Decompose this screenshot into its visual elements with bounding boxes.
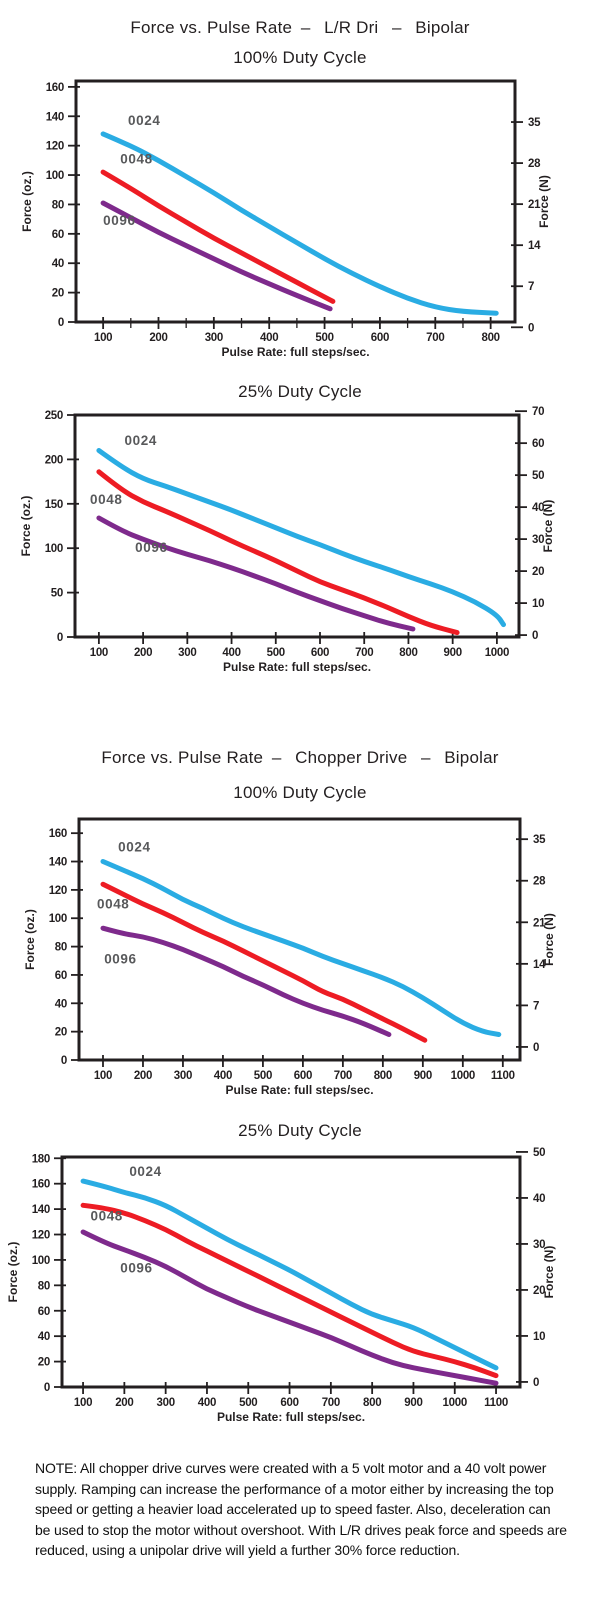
y-left-tick-label: 160 xyxy=(45,81,64,94)
y-left-tick-label: 120 xyxy=(31,1229,50,1242)
x-tick-label: 100 xyxy=(93,1070,113,1082)
y-left-tick-label: 80 xyxy=(54,941,67,954)
y-left-tick-label: 80 xyxy=(51,199,64,212)
curve-label-0048: 0048 xyxy=(96,896,130,912)
x-tick-label: 700 xyxy=(333,1070,353,1082)
y-left-tick-label: 40 xyxy=(51,258,64,271)
curve-0096 xyxy=(83,1232,496,1383)
x-tick-label: 200 xyxy=(115,1397,134,1409)
x-axis-title: Pulse Rate: full steps/sec. xyxy=(221,345,370,359)
y-right-tick-label: 20 xyxy=(533,1284,546,1297)
x-tick-label: 600 xyxy=(370,332,390,344)
y-left-tick-label: 20 xyxy=(37,1356,50,1369)
curve-0096 xyxy=(103,928,389,1034)
y-right-tick-label: 30 xyxy=(533,1238,546,1251)
y-left-tick-label: 140 xyxy=(45,111,64,124)
y-right-tick-label: 30 xyxy=(532,534,545,547)
x-tick-label: 200 xyxy=(133,647,153,659)
x-tick-label: 300 xyxy=(178,647,197,659)
x-tick-label: 800 xyxy=(363,1397,382,1409)
x-axis-title: Pulse Rate: full steps/sec. xyxy=(222,660,372,674)
y-left-tick-label: 200 xyxy=(44,454,63,467)
y-left-tick-label: 40 xyxy=(37,1331,50,1344)
x-tick-label: 1100 xyxy=(490,1070,515,1082)
y-right-tick-label: 14 xyxy=(533,958,546,971)
y-left-axis-title: Force (oz.) xyxy=(19,495,33,557)
curve-label-0048: 0048 xyxy=(90,491,123,507)
x-tick-label: 900 xyxy=(413,1070,432,1082)
y-left-tick-label: 50 xyxy=(50,587,63,600)
y-left-tick-label: 0 xyxy=(43,1382,50,1394)
y-right-tick-label: 20 xyxy=(532,566,545,579)
y-right-tick-label: 21 xyxy=(533,917,546,930)
chart-4-chopper-25-duty xyxy=(0,1143,600,1443)
y-right-tick-label: 40 xyxy=(532,502,545,515)
chart-3-title: 100% Duty Cycle xyxy=(233,783,367,802)
y-left-tick-label: 120 xyxy=(45,140,64,153)
x-tick-label: 500 xyxy=(239,1397,258,1409)
x-tick-label: 400 xyxy=(260,332,279,344)
x-tick-label: 600 xyxy=(280,1397,299,1409)
y-right-tick-label: 35 xyxy=(533,834,546,847)
x-tick-label: 700 xyxy=(321,1397,341,1409)
chart-3-chopper-100-duty xyxy=(0,805,600,1110)
x-tick-label: 900 xyxy=(443,647,462,659)
chart-3-group-title: Force vs. Pulse Rate – Chopper Drive – Bipolar xyxy=(101,748,499,767)
y-right-axis-title: Force (N) xyxy=(542,913,556,966)
y-left-axis-title: Force (oz.) xyxy=(6,1241,20,1303)
curve-label-0024: 0024 xyxy=(124,433,157,449)
y-left-tick-label: 140 xyxy=(31,1204,50,1217)
y-right-tick-label: 35 xyxy=(528,117,541,130)
y-right-tick-label: 60 xyxy=(532,438,545,451)
x-tick-label: 700 xyxy=(426,332,445,344)
y-left-tick-label: 20 xyxy=(54,1026,67,1039)
y-right-tick-label: 0 xyxy=(532,630,539,643)
curve-label-0048: 0048 xyxy=(120,151,153,167)
y-right-tick-label: 0 xyxy=(528,322,535,335)
curve-label-0048: 0048 xyxy=(90,1208,123,1224)
y-left-tick-label: 180 xyxy=(31,1153,50,1166)
y-left-tick-label: 40 xyxy=(54,998,67,1011)
y-right-tick-label: 7 xyxy=(533,1000,540,1013)
x-tick-label: 100 xyxy=(93,332,113,344)
curve-label-0096: 0096 xyxy=(104,951,137,967)
x-tick-label: 100 xyxy=(73,1397,93,1409)
x-tick-label: 100 xyxy=(89,647,109,659)
x-tick-label: 500 xyxy=(315,332,334,344)
y-right-tick-label: 70 xyxy=(532,406,545,419)
curve-0096 xyxy=(99,518,413,629)
y-left-tick-label: 0 xyxy=(60,1055,67,1067)
curve-label-0024: 0024 xyxy=(128,113,161,129)
y-right-tick-label: 10 xyxy=(533,1330,546,1343)
x-tick-label: 1000 xyxy=(442,1397,467,1409)
y-left-axis-title: Force (oz.) xyxy=(23,909,37,970)
y-left-tick-label: 60 xyxy=(51,228,64,241)
x-tick-label: 300 xyxy=(173,1070,193,1082)
x-tick-label: 500 xyxy=(266,647,285,659)
x-tick-label: 1100 xyxy=(484,1397,508,1409)
y-left-tick-label: 150 xyxy=(44,498,63,511)
x-tick-label: 1000 xyxy=(484,647,510,659)
y-right-tick-label: 10 xyxy=(532,598,545,611)
y-left-tick-label: 100 xyxy=(44,543,63,556)
curve-label-0024: 0024 xyxy=(118,839,151,855)
chart-4-title: 25% Duty Cycle xyxy=(238,1121,362,1140)
x-tick-label: 1000 xyxy=(450,1070,476,1082)
chart-1-group-title: Force vs. Pulse Rate – L/R Dri – Bipolar xyxy=(130,18,470,37)
x-tick-label: 200 xyxy=(133,1070,153,1082)
x-tick-label: 300 xyxy=(156,1397,175,1409)
y-left-tick-label: 0 xyxy=(56,632,63,644)
y-right-tick-label: 0 xyxy=(533,1041,540,1054)
x-tick-label: 300 xyxy=(204,332,223,344)
x-tick-label: 400 xyxy=(213,1070,233,1082)
y-right-axis-title: Force (N) xyxy=(537,175,551,228)
y-right-tick-label: 50 xyxy=(533,1146,546,1159)
y-left-tick-label: 60 xyxy=(54,969,67,982)
chart-2-lr-25-duty xyxy=(0,399,600,684)
x-tick-label: 800 xyxy=(399,647,418,659)
y-right-tick-label: 28 xyxy=(533,875,546,888)
y-right-tick-label: 7 xyxy=(528,281,535,294)
y-left-tick-label: 140 xyxy=(48,856,67,869)
curve-0048 xyxy=(103,884,425,1040)
y-left-tick-label: 80 xyxy=(37,1280,50,1293)
y-right-axis-title: Force (N) xyxy=(542,1245,556,1299)
y-right-tick-label: 28 xyxy=(528,158,541,171)
plot-frame xyxy=(75,415,519,637)
x-tick-label: 400 xyxy=(197,1397,217,1409)
curve-0048 xyxy=(83,1205,496,1375)
x-tick-label: 800 xyxy=(481,332,500,344)
y-right-tick-label: 40 xyxy=(533,1192,546,1205)
curve-label-0096: 0096 xyxy=(135,539,168,555)
note-text: NOTE: All chopper drive curves were created with a 5 volt motor and a 40 volt power supply. Ramping can increase the performance of a motor either by increasing the top speed or getting a heavier load accelerated up to speed faster. Also, deceleration can be used to stop the motor without overshoot. With L/R drives peak force and speeds are reduced, using a unipolar drive will yield a further 30% force reduction. xyxy=(35,1460,567,1559)
y-right-tick-label: 0 xyxy=(533,1376,540,1389)
x-tick-label: 400 xyxy=(222,647,241,659)
y-left-tick-label: 100 xyxy=(48,913,67,926)
x-tick-label: 900 xyxy=(404,1397,423,1409)
y-left-tick-label: 160 xyxy=(48,828,67,841)
y-left-tick-label: 100 xyxy=(31,1254,50,1267)
curve-label-0096: 0096 xyxy=(120,1260,153,1276)
curve-0096 xyxy=(103,203,330,309)
y-right-tick-label: 50 xyxy=(532,470,545,483)
x-tick-label: 600 xyxy=(293,1070,313,1082)
y-left-tick-label: 120 xyxy=(48,884,67,897)
x-tick-label: 600 xyxy=(310,647,330,659)
y-left-tick-label: 100 xyxy=(45,170,64,183)
y-left-tick-label: 250 xyxy=(44,410,63,422)
curve-0024 xyxy=(103,862,499,1035)
x-tick-label: 500 xyxy=(253,1070,273,1082)
x-axis-title: Pulse Rate: full steps/sec. xyxy=(225,1083,374,1097)
chart-1-lr-100-duty xyxy=(0,60,600,370)
x-tick-label: 200 xyxy=(149,332,168,344)
x-axis-title: Pulse Rate: full steps/sec. xyxy=(216,1410,366,1424)
y-left-axis-title: Force (oz.) xyxy=(20,171,34,232)
y-right-tick-label: 21 xyxy=(528,199,541,212)
curve-0024 xyxy=(99,451,504,625)
curve-label-0024: 0024 xyxy=(129,1164,162,1180)
y-left-tick-label: 60 xyxy=(37,1305,50,1318)
y-left-tick-label: 160 xyxy=(31,1178,50,1191)
y-right-axis-title: Force (N) xyxy=(541,499,555,553)
curve-0048 xyxy=(103,172,333,301)
curve-label-0096: 0096 xyxy=(103,213,136,229)
x-tick-label: 700 xyxy=(355,647,374,659)
chart-2-title: 25% Duty Cycle xyxy=(238,382,362,401)
chart-1-title: 100% Duty Cycle xyxy=(233,48,367,67)
x-tick-label: 800 xyxy=(373,1070,393,1082)
y-left-tick-label: 20 xyxy=(51,287,64,300)
y-left-tick-label: 0 xyxy=(57,317,64,329)
y-right-tick-label: 14 xyxy=(528,240,541,253)
